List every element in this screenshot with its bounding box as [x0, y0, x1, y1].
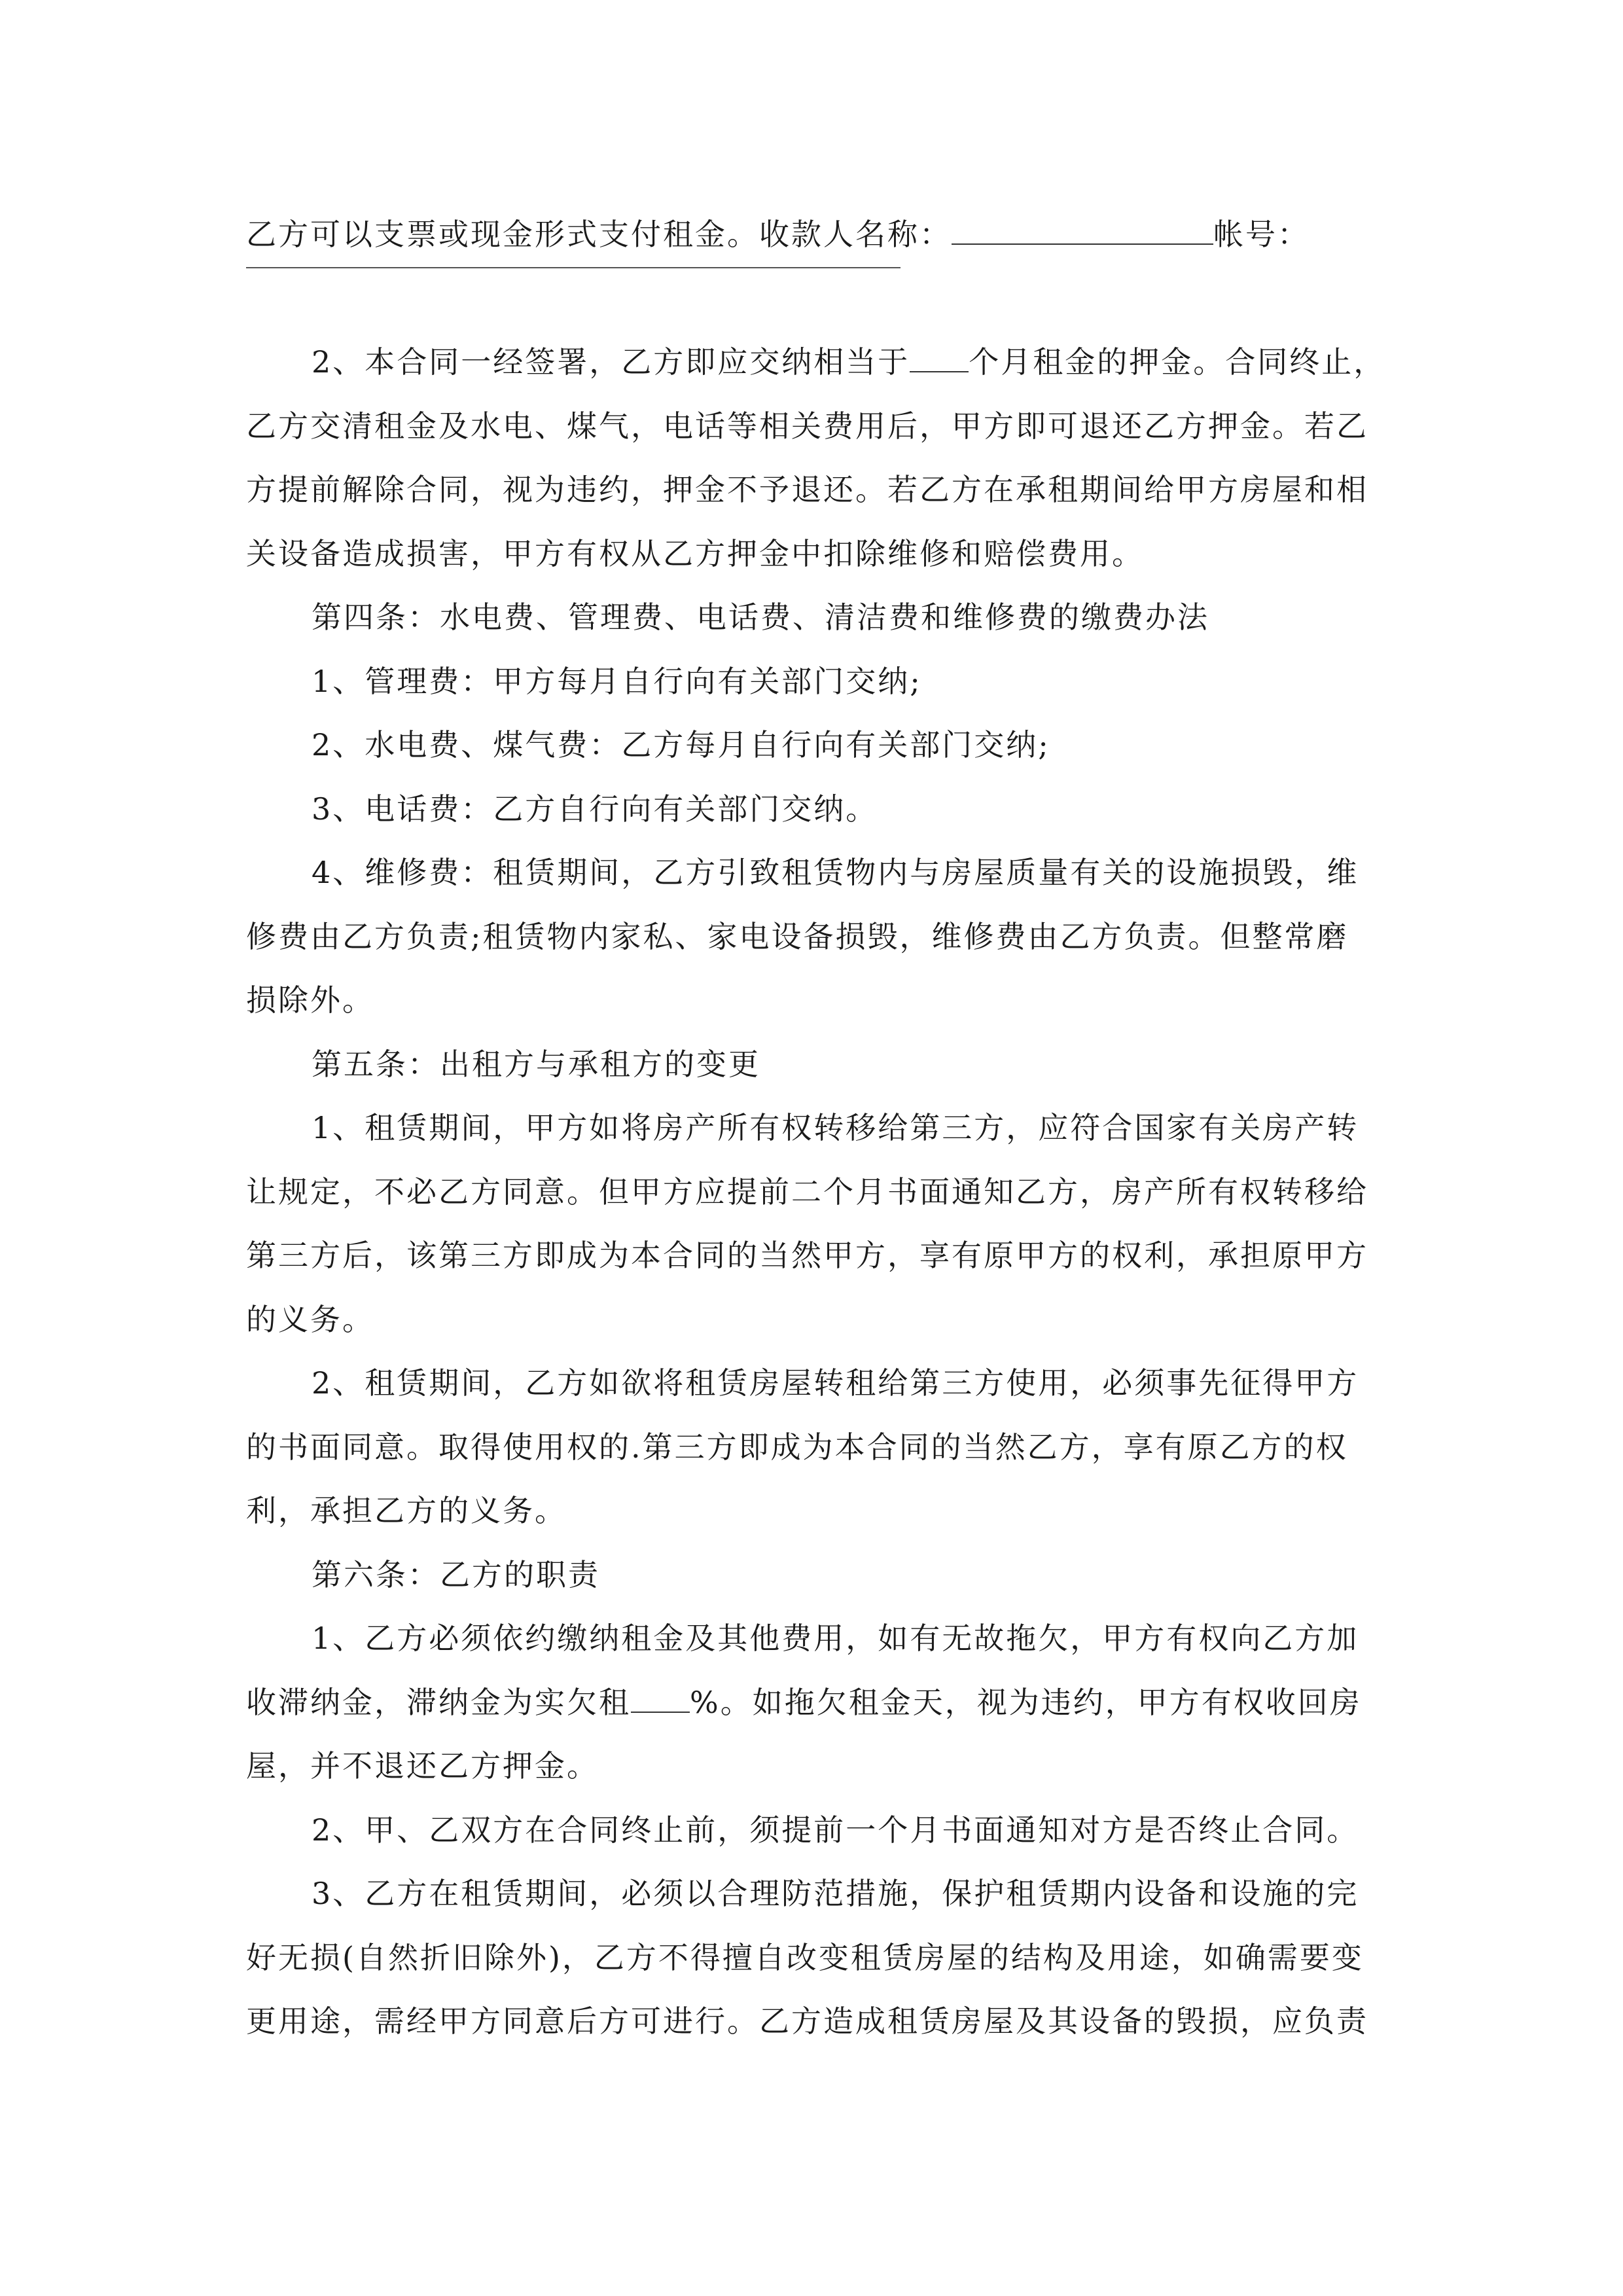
text-line: 更用途，需经甲方同意后方可进行。乙方造成租赁房屋及其设备的毁损，应负责 [246, 2003, 1368, 2039]
text-line: 的书面同意。取得使用权的.第三方即成为本合同的当然乙方，享有原乙方的权 [246, 1429, 1348, 1465]
line-text: %。如拖欠租金天，视为违约，甲方有权收回房 [690, 1684, 1362, 1720]
line-text: 2、本合同一经签署，乙方即应交纳相当于 [312, 344, 910, 380]
text-line: 3、乙方在租赁期间，必须以合理防范措施，保护租赁期内设备和设施的完 [312, 1876, 1359, 1911]
text-line: 2、租赁期间，乙方如欲将租赁房屋转租给第三方使用，必须事先征得甲方 [312, 1365, 1359, 1401]
text-line: 2、水电费、煤气费：乙方每月自行向有关部门交纳; [312, 727, 1050, 762]
text-line: 1、管理费：甲方每月自行向有关部门交纳; [312, 663, 922, 699]
line-text: 个月租金的押金。合同终止， [969, 344, 1386, 380]
text-line: 4、维修费：租赁期间，乙方引致租赁物内与房屋质量有关的设施损毁，维 [312, 855, 1359, 890]
section-heading: 第六条：乙方的职责 [312, 1556, 600, 1592]
text-line: 第三方后，该第三方即成为本合同的当然甲方，享有原甲方的权利，承担原甲方 [246, 1238, 1368, 1273]
text-line: 让规定，不必乙方同意。但甲方应提前二个月书面通知乙方，房产所有权转移给 [246, 1174, 1368, 1210]
text-line [246, 203, 1377, 267]
text-line: 3、电话费：乙方自行向有关部门交纳。 [312, 791, 878, 827]
late-fee-percent-blank [631, 1679, 690, 1713]
deposit-months-blank [910, 338, 969, 372]
text-line: 的义务。 [246, 1301, 374, 1337]
document-page [246, 203, 1386, 2054]
account-number-blank [246, 267, 901, 268]
text-line: 利，承担乙方的义务。 [246, 1493, 567, 1528]
line-text: 收滞纳金，滞纳金为实欠租 [246, 1684, 631, 1720]
text-line: 好无损(自然折旧除外)，乙方不得擅自改变租赁房屋的结构及用途，如确需要变 [246, 1939, 1364, 1975]
account-number-line [246, 267, 1377, 331]
line-text: 帐号： [1213, 217, 1310, 252]
text-line: 损除外。 [246, 982, 374, 1018]
section-heading: 第五条：出租方与承租方的变更 [312, 1046, 760, 1082]
text-line: 1、租赁期间，甲方如将房产所有权转移给第三方，应符合国家有关房产转 [312, 1110, 1359, 1145]
line-text: 乙方可以支票或现金形式支付租金。收款人名称： [246, 217, 952, 252]
text-line: 修费由乙方负责;租赁物内家私、家电设备损毁，维修费由乙方负责。但整常磨 [246, 918, 1349, 954]
text-line: 关设备造成损害，甲方有权从乙方押金中扣除维修和赔偿费用。 [246, 535, 1144, 571]
text-line: 2、甲、乙双方在合同终止前，须提前一个月书面通知对方是否终止合同。 [312, 1812, 1359, 1848]
text-line [246, 1671, 1377, 1735]
payee-name-blank [952, 211, 1213, 245]
text-line: 1、乙方必须依约缴纳租金及其他费用，如有无故拖欠，甲方有权向乙方加 [312, 1621, 1359, 1656]
text-line: 方提前解除合同，视为违约，押金不予退还。若乙方在承租期间给甲方房屋和相 [246, 472, 1368, 507]
text-line: 乙方交清租金及水电、煤气，电话等相关费用后，甲方即可退还乙方押金。若乙 [246, 408, 1368, 444]
section-heading: 第四条：水电费、管理费、电话费、清洁费和维修费的缴费办法 [312, 600, 1209, 635]
text-line [246, 331, 1386, 395]
text-line: 屋，并不退还乙方押金。 [246, 1748, 599, 1784]
